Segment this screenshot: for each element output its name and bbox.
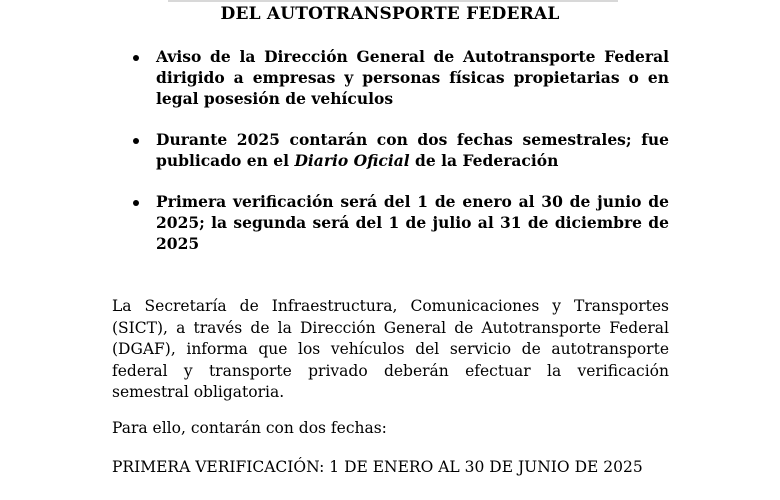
bullet-item bbox=[133, 191, 669, 254]
bullet-dot-icon bbox=[133, 55, 139, 61]
bullet-dot-icon bbox=[133, 138, 139, 144]
cropped-heading-line bbox=[168, 0, 618, 2]
bullet-text-after: de la Federación bbox=[409, 151, 559, 170]
summary-bullet-list bbox=[133, 46, 669, 274]
bullet-text-italic: Diario Oficial bbox=[294, 151, 410, 170]
document-heading: DEL AUTOTRANSPORTE FEDERAL bbox=[220, 4, 560, 24]
body-paragraph-first-verification: PRIMERA VERIFICACIÓN: 1 DE ENERO AL 30 DE JUNIO DE 2025 bbox=[112, 458, 643, 476]
body-paragraph-intro: La Secretaría de Infraestructura, Comunicaciones y Transportes (SICT), a través de la Dirección General de Autotransporte Federal (DGAF), informa que los vehículos del servicio de autotransporte federal y transporte privado deberán efectuar la verificación semestral obligatoria. bbox=[112, 297, 669, 401]
bullet-text: Primera verificación será del 1 de enero al 30 de junio de 2025; la segunda será del 1 de julio al 31 de diciembre de 2025 bbox=[156, 192, 669, 253]
bullet-text-before: Durante 2025 contarán con dos fechas semestrales; fue publicado en el bbox=[156, 130, 669, 170]
bullet-text: Aviso de la Dirección General de Autotransporte Federal dirigido a empresas y personas físicas propietarias o en legal posesión de vehículos bbox=[156, 47, 669, 108]
bullet-dot-icon bbox=[133, 200, 139, 206]
bullet-item bbox=[133, 46, 669, 109]
bullet-item bbox=[133, 129, 669, 171]
body-paragraph-dates: Para ello, contarán con dos fechas: bbox=[112, 419, 387, 437]
